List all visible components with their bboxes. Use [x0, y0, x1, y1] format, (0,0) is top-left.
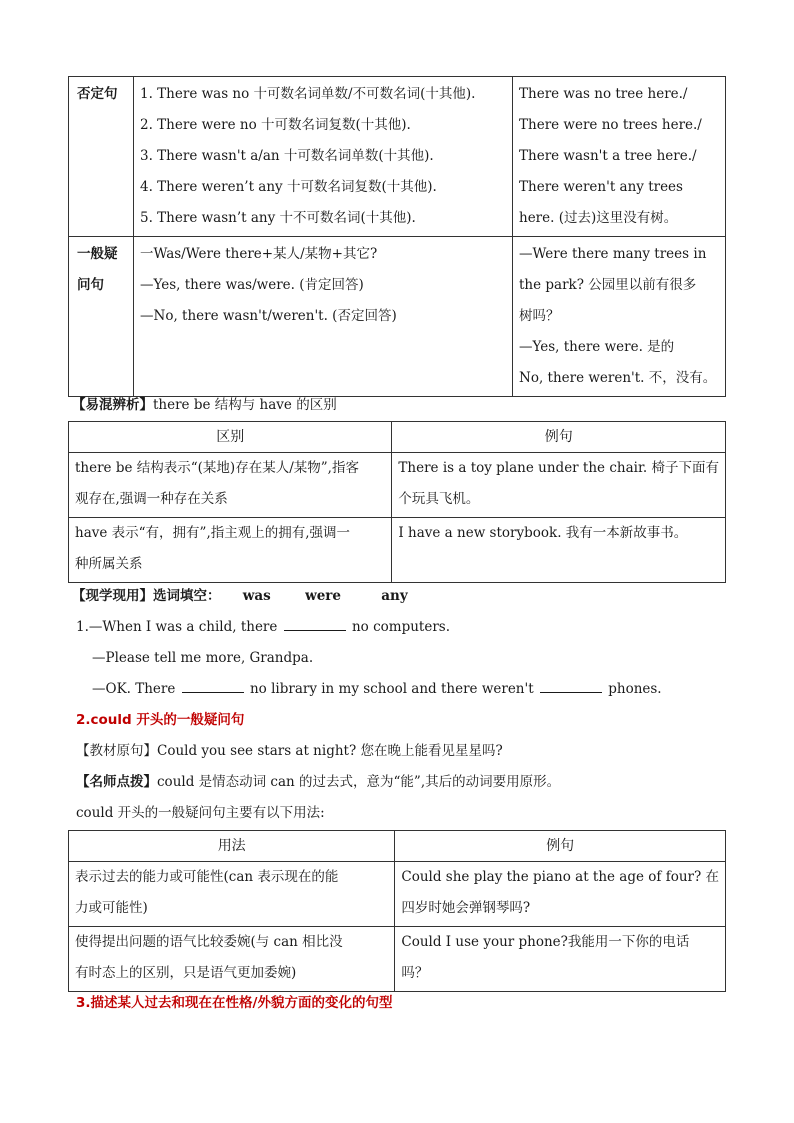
- section-2-title: 2.could 开头的一般疑问句: [76, 712, 245, 728]
- sentence-text: phones.: [608, 681, 662, 697]
- example-line: Could I use your phone?我能用一下你的电话: [401, 934, 690, 950]
- example-line: There is a toy plane under the chair. 椅子下面有: [398, 460, 719, 476]
- word-option: any: [381, 588, 408, 604]
- sentence-text: no computers.: [351, 619, 451, 635]
- answer-blank[interactable]: [540, 678, 602, 693]
- example-cell: [395, 927, 726, 992]
- confuse-text: there be 结构与 have 的区别: [153, 397, 337, 413]
- example-cell: [392, 518, 726, 583]
- row-label-cell: [69, 237, 134, 397]
- example-cell: [395, 862, 726, 927]
- example-line: No, there weren't. 不，没有。: [519, 370, 717, 386]
- pattern-line: —Yes, there was/were. (肯定回答): [140, 277, 364, 293]
- table-header-row: [69, 422, 726, 453]
- usage-line: 有时态上的区别，只是语气更加委婉): [75, 965, 297, 981]
- textbook-sentence: [76, 736, 503, 767]
- sentence-text: no library in my school and there weren't: [249, 681, 534, 697]
- usage-intro: could 开头的一般疑问句主要有以下用法:: [76, 805, 325, 821]
- question-label-line2: 问句: [77, 277, 104, 293]
- practice-label: 【现学现用】选词填空：: [72, 588, 221, 604]
- example-line: 吗？: [401, 965, 429, 981]
- usage-cell: [69, 927, 395, 992]
- sentence-text: 1.—When I was a child, there: [76, 619, 278, 635]
- pattern-cell: [134, 237, 513, 397]
- section-3-title: 3.描述某人过去和现在在性格/外貌方面的变化的句型: [76, 995, 393, 1011]
- difference-cell: [69, 518, 392, 583]
- confuse-heading: [72, 390, 337, 421]
- could-usage-table: [68, 830, 726, 992]
- row-label-cell: [69, 77, 134, 237]
- difference-line: 观存在,强调一种存在关系: [75, 491, 228, 507]
- compare-table-there-be-have: [68, 421, 726, 583]
- difference-line: 种所属关系: [75, 556, 143, 572]
- grammar-table-there-was: [68, 76, 726, 397]
- example-cell: [513, 237, 726, 397]
- table-row: [69, 927, 726, 992]
- table-header-row: [69, 831, 726, 862]
- negative-label: 否定句: [77, 86, 118, 102]
- question-label-line1: 一般疑: [77, 246, 118, 262]
- difference-line: have 表示“有，拥有”,指主观上的拥有,强调一: [75, 525, 351, 541]
- usage-line: 表示过去的能力或可能性(can 表示现在的能: [75, 869, 339, 885]
- table-row: [69, 453, 726, 518]
- source-text: Could you see stars at night? 您在晚上能看见星星吗?: [157, 743, 503, 759]
- word-option: were: [305, 588, 341, 604]
- example-line: There wasn't a tree here./: [519, 148, 697, 164]
- example-line: Could she play the piano at the age of four? 在: [401, 869, 719, 885]
- practice-line-1: [76, 612, 450, 643]
- example-cell: [513, 77, 726, 237]
- pattern-line: 2. There were no 十可数名词复数(十其他).: [140, 117, 411, 133]
- usage-cell: [69, 862, 395, 927]
- difference-cell: [69, 453, 392, 518]
- confuse-label: 【易混辨析】: [72, 397, 153, 413]
- sentence-text: —OK. There: [92, 681, 176, 697]
- example-line: —Were there many trees in: [519, 246, 707, 262]
- example-cell: [392, 453, 726, 518]
- table-row: [69, 77, 726, 237]
- pattern-line: 一Was/Were there+某人/某物+其它?: [140, 246, 378, 262]
- answer-blank[interactable]: [284, 616, 346, 631]
- answer-blank[interactable]: [182, 678, 244, 693]
- column-header: 例句: [395, 831, 726, 862]
- example-line: the park? 公园里以前有很多: [519, 277, 697, 293]
- pattern-line: —No, there wasn't/weren't. (否定回答): [140, 308, 397, 324]
- example-line: There were no trees here./: [519, 117, 702, 133]
- pattern-line: 3. There wasn't a/an 十可数名词单数(十其他).: [140, 148, 434, 164]
- example-line: I have a new storybook. 我有一本新故事书。: [398, 525, 688, 541]
- usage-line: 使得提出问题的语气比较委婉(与 can 相比没: [75, 934, 343, 950]
- tip-label: 【名师点拨】: [76, 774, 157, 790]
- source-label: 【教材原句】: [76, 743, 157, 759]
- pattern-line: 5. There wasn’t any 十不可数名词(十其他).: [140, 210, 416, 226]
- example-line: 个玩具飞机。: [398, 491, 480, 507]
- pattern-cell: [134, 77, 513, 237]
- column-header: 用法: [69, 831, 395, 862]
- difference-line: there be 结构表示“(某地)存在某人/某物”,指客: [75, 460, 359, 476]
- example-line: There weren't any trees: [519, 179, 683, 195]
- practice-line-2: —Please tell me more, Grandpa.: [92, 650, 314, 666]
- usage-line: 力或可能性): [75, 900, 148, 916]
- table-row: [69, 518, 726, 583]
- example-line: 树吗？: [519, 308, 560, 324]
- teacher-tip: [76, 767, 560, 798]
- table-row: [69, 237, 726, 397]
- table-row: [69, 862, 726, 927]
- practice-heading: [72, 581, 408, 612]
- column-header: 例句: [392, 422, 726, 453]
- pattern-line: 1. There was no 十可数名词单数/不可数名词(十其他).: [140, 86, 476, 102]
- example-line: 四岁时她会弹钢琴吗?: [401, 900, 531, 916]
- example-line: here. (过去)这里没有树。: [519, 210, 678, 226]
- practice-line-3: [92, 674, 662, 705]
- word-option: was: [242, 588, 271, 604]
- column-header: 区别: [69, 422, 392, 453]
- example-line: There was no tree here./: [519, 86, 688, 102]
- tip-text: could 是情态动词 can 的过去式，意为“能”,其后的动词要用原形。: [157, 774, 561, 790]
- pattern-line: 4. There weren’t any 十可数名词复数(十其他).: [140, 179, 437, 195]
- example-line: —Yes, there were. 是的: [519, 339, 675, 355]
